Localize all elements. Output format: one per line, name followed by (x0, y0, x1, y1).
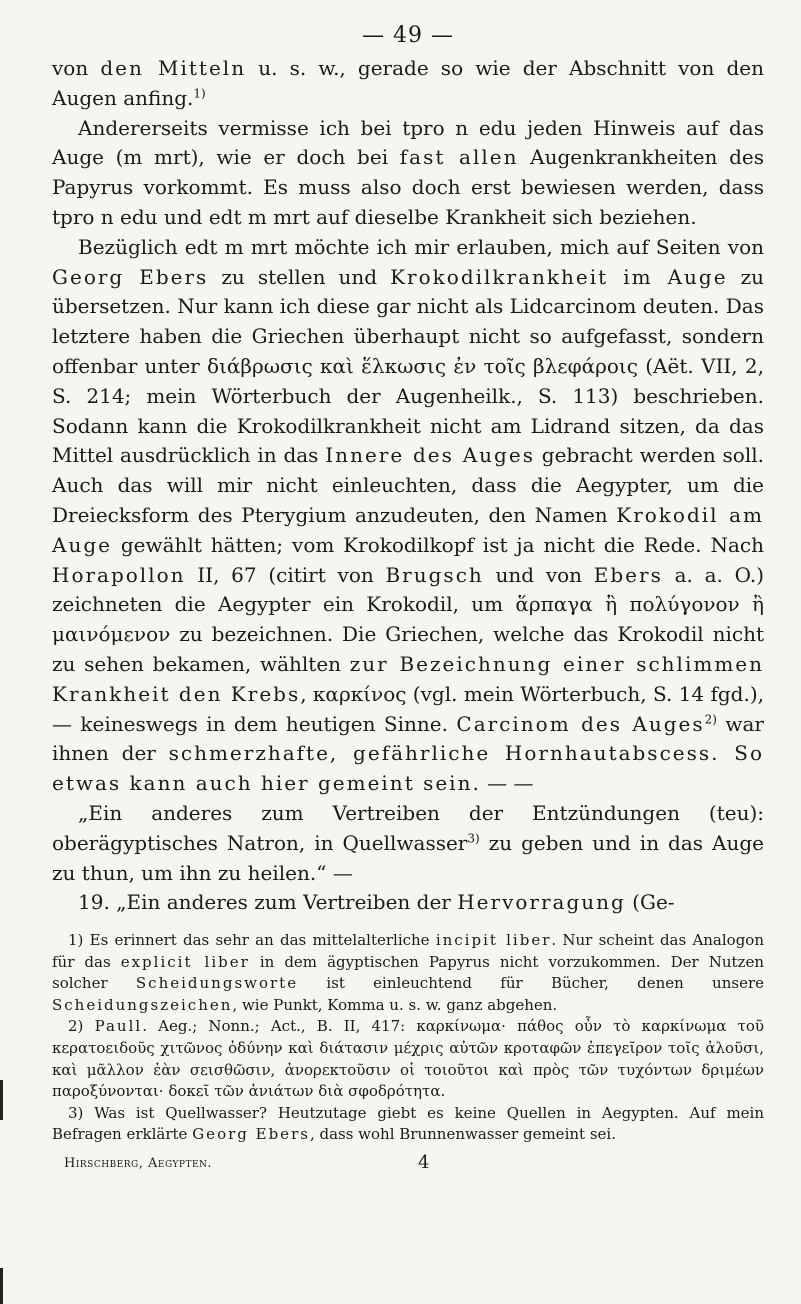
paragraph-1: von den Mitteln u. s. w., gerade so wie der Abschnitt von den Augen anfing.$^{1)}$ (52, 56, 764, 110)
footnotes (52, 930, 764, 1146)
paragraph-2: Andererseits vermisse ich bei tpro n edu jeden Hinweis auf das Auge (m mrt), wie er doch bei fast allen Augenkrankheiten des Papyrus vorkommt. Es muss also doch erst bewiesen werden, dass tpro n edu und edt m mrt auf dieselbe Krankheit sich beziehen. (52, 115, 764, 229)
paragraph-4: „Ein anderes zum Vertreiben der Entzündungen (teu): oberägyptisches Natron, in Quellwasser$^{3)}$ zu geben und in das Auge zu thun, um ihn zu heilen.“ — (52, 800, 764, 885)
footnote-3: 3) Was ist Quellwasser? Heutzutage giebt es keine Quellen in Aegypten. Auf mein Befragen erklärte Georg Ebers, dass wohl Brunnenwasser gemeint sei. (52, 1103, 764, 1144)
footer-signature: Hirschberg, Aegypten. (64, 1156, 213, 1172)
book-page (52, 20, 764, 1178)
page-footer (52, 1152, 764, 1178)
signature-number: 4 (418, 1152, 430, 1174)
page-edge-mark (0, 1080, 3, 1120)
page-edge-mark (0, 1268, 3, 1304)
footnote-1: 1) Es erinnert das sehr an das mittelalterliche incipit liber. Nur scheint das Analogon für das explicit liber in dem ägyptischen Papyrus nicht vorzukommen. Der Nutzen solcher Scheidungsworte ist einleuchtend für Bücher, denen unsere Scheidungszeichen, wie Punkt, Komma u. s. w. ganz abgehen. (52, 931, 764, 1014)
page-number: — 49 — (362, 23, 454, 48)
main-text (52, 54, 764, 918)
footnote-2: 2) Paull. Aeg.; Nonn.; Act., B. II, 417: καρκίνωμα· πάθος οὖν τὸ καρκίνωμα τοῦ κερατοειδοῦς χιτῶνος ὀδύνην καὶ διάτασιν μέχρις αὐτῶν κροταφῶν ἐπεγεῖρον τοῖς ἀλοῦσι, καὶ μᾶλλον ἐὰν σεισθῶσιν, ἀνορεκτοῦσιν οἱ τοιοῦτοι καὶ πρὸς τῶν τυχόντων δριμέων παροξύνονται· δοκεῖ τῶν ἀνιάτων διὰ σφοδρότητα. (52, 1017, 765, 1101)
paragraph-3: Bezüglich edt m mrt möchte ich mir erlauben, mich auf Seiten von Georg Ebers zu stellen und Krokodilkrankheit im Auge zu übersetzen. Nur kann ich diese gar nicht als Lidcarcinom deuten. Das letztere haben die Griechen überhaupt nicht so aufgefasst, sondern offenbar unter διάβρωσις καὶ ἕλκωσις ἐν τοῖς βλεφάροις (Aët. VII, 2, S. 214; mein Wörterbuch der Augenheilk., S. 113) beschrieben. Sodann kann die Krokodilkrankheit nicht am Lidrand sitzen, da das Mittel ausdrücklich in das Innere des Auges gebracht werden soll. Auch das will mir nicht einleuchten, dass die Aegypter, um die Dreiecksform des Pterygium anzudeuten, den Namen Krokodil am Auge gewählt hätten; vom Krokodilkopf ist ja nicht die Rede. Nach Horapollon II, 67 (citirt von Brugsch und von Ebers a. a. O.) zeichneten die Aegypter ein Krokodil, um ἅρπαγα ἢ πολύγονον ἢ μαινόμενον zu bezeichnen. Die Griechen, welche das Krokodil nicht zu sehen bekamen, wählten zur Bezeichnung einer schlimmen Krankheit den Krebs, καρκίνος (vgl. mein Wörterbuch, S. 14 fgd.), — keineswegs in dem heutigen Sinne. Carcinom des Auges$^{2)}$ war ihnen der schmerzhafte, gefährliche Hornhautabscess. So etwas kann auch hier gemeint sein. — — (52, 234, 765, 796)
paragraph-5: 19. „Ein anderes zum Vertreiben der Hervorragung (Ge- (78, 890, 675, 915)
